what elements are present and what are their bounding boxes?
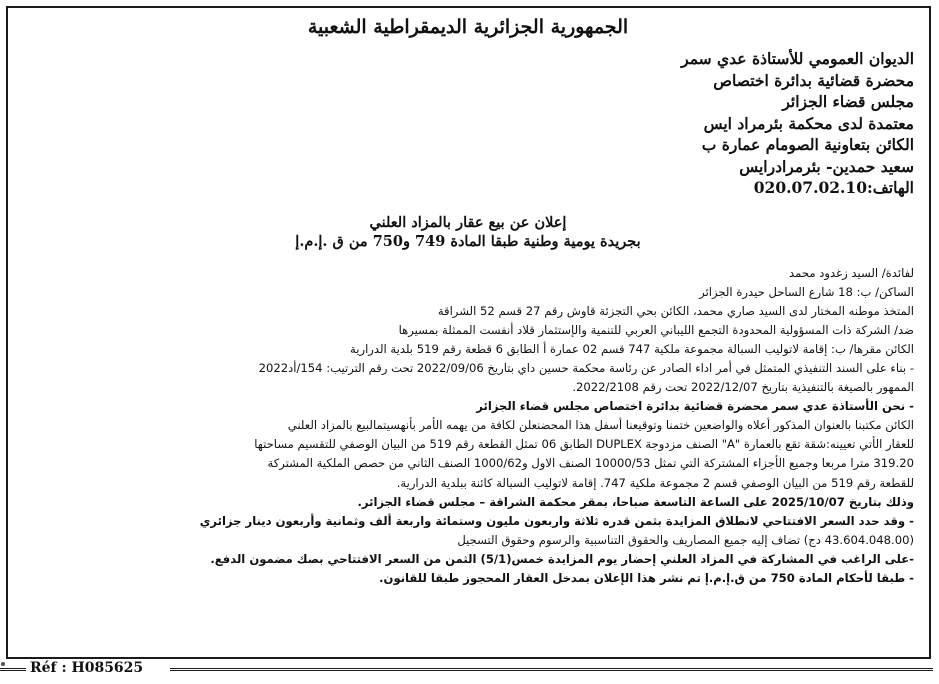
bailiff-statement-line: - نحن الأستاذة عدي سمر محضرة قضائية بدائرة اختصاص مجلس قضاء الجزائر <box>476 399 914 414</box>
participation-condition-line: -على الراغب في المشاركة في المزاد العلني إحضار يوم المزايدة خمس(5/1) الثمن من السعر الافتتاحي بصك مضمون الدفع. <box>210 551 914 566</box>
notice-titles <box>22 213 914 251</box>
against-party-line: ضد/ الشركة ذات المسؤولية المحدودة التجمع الليباني العربي للتنمية والإستثمار قلاد أنفست الممثلة بمسيرها <box>398 322 914 337</box>
office-accreditation: معتمدة لدى محكمة بئرمراد ايس <box>703 113 914 133</box>
enforcement-title-line: - بناء على السند التنفيذي المتمثل في أمر اداء الصادر عن رئاسة محكمة حسين داي بتاريخ 2022/09/06 تحت رقم الترتيب: 154/أد2022 <box>258 360 914 375</box>
opening-price-amount-line: (43.604.048.00 دج) تضاف إليه جميع المصاريف والحقوق التناسبية والرسوم وحقوق التسجيل <box>457 532 914 547</box>
reference-code: Réf : H085625 <box>30 660 144 676</box>
office-court-council: مجلس قضاء الجزائر <box>782 92 914 111</box>
property-description-line-1: للعقار الأتي تعيينه:شقة تقع بالعمارة "A" الصنف مزدوجة DUPLEX الطابق 06 تمثل القطعة رقم 519 من البيان الوصفي للتقسيم مساحتها <box>254 437 914 452</box>
office-role: محضرة قضائية بدائرة اختصاص <box>713 70 914 90</box>
auction-date-line: وذلك بتاريخ 2025/10/07 على الساعة التاسعة صباحا، بمقر محكمة الشراقة – مجلس قضاء الجزائر. <box>357 494 914 509</box>
phone-label: الهاتف: <box>867 178 914 197</box>
elected-domicile-line: المتخذ موطنه المختار لدى السيد صاري محمد، الكائن بحي التجزئة قاوش رقم 27 قسم 52 الشراقة <box>437 303 914 318</box>
office-phone <box>22 177 914 199</box>
notice-title: إعلان عن بيع عقار بالمزاد العلني <box>369 213 567 231</box>
enforcement-title-line-2: الممهور بالصيغة بالتنفيذية بتاريخ 2022/12/07 تحت رقم 2022/2108. <box>572 380 914 395</box>
bailiff-office-block <box>22 48 914 199</box>
beneficiary-line: لفائدة/ السيد زغدود محمد <box>789 265 914 280</box>
property-description-line-2: 319.20 مترا مربعا وجميع الأجزاء المشتركة التي تمثل 10000/53 الصنف الاول و1000/62 الصنف الثاني من حصص الملكية المشتركة <box>267 456 914 471</box>
opening-price-line: - وقد حدد السعر الافتتاحي لانطلاق المزايدة بثمن قدره ثلاثة واربعون مليون وستمائة واربعة ألف وثمانية وأربعون دينار جزائري <box>199 513 914 528</box>
against-party-address-line: الكائن مقرها/ ب: إقامة لاتوليب السبالة مجموعة ملكية 747 قسم 02 عمارة أ الطابق 6 قطعة رقم 519 بلدية الدرارية <box>350 341 914 356</box>
office-address-2: سعيد حمدين- بئرمرادرايس <box>739 156 914 176</box>
footer-rule-left <box>0 668 26 671</box>
legal-notice-document <box>22 14 914 588</box>
announcement-line: الكائن مكتبنا بالعنوان المذكور أعلاه والواضعين ختمنا وتوقيعنا أسفل هذا المحضنعلن لكافة من يهمه الأمر بأنهسيتمالبيع بالمزاد العلني <box>287 418 914 433</box>
republic-heading: الجمهورية الجزائرية الديمقراطية الشعبية <box>307 16 629 38</box>
footer-rule-right <box>170 668 933 671</box>
reference-footer <box>0 660 939 678</box>
property-description-line-3: للقطعة رقم 519 من البيان الوصفي قسم 2 مجموعة ملكية 747. إقامة لاتوليب السبالة كائنة ببلدية الدرارية. <box>396 475 914 490</box>
beneficiary-address-line: الساكن/ ب: 18 شارع الساحل حيدرة الجزائر <box>699 284 914 299</box>
legal-publication-line: - طبقا لأحكام المادة 750 من ق.إ.م.إ تم نشر هذا الإعلان بمدخل العقار المحجوز طبقا للقانون. <box>379 571 914 585</box>
notice-body <box>22 264 914 589</box>
notice-subtitle: بجريدة يومية وطنية طبقا المادة 749 و750 من ق .إ.م.إ <box>295 232 641 250</box>
office-name: الديوان العمومي للأستاذة عدي سمر <box>681 49 914 68</box>
office-address-1: الكائن بتعاونية الصومام عمارة ب <box>701 135 914 154</box>
bullet-dot <box>1 662 5 666</box>
phone-number: 020.07.02.10 <box>753 178 868 197</box>
